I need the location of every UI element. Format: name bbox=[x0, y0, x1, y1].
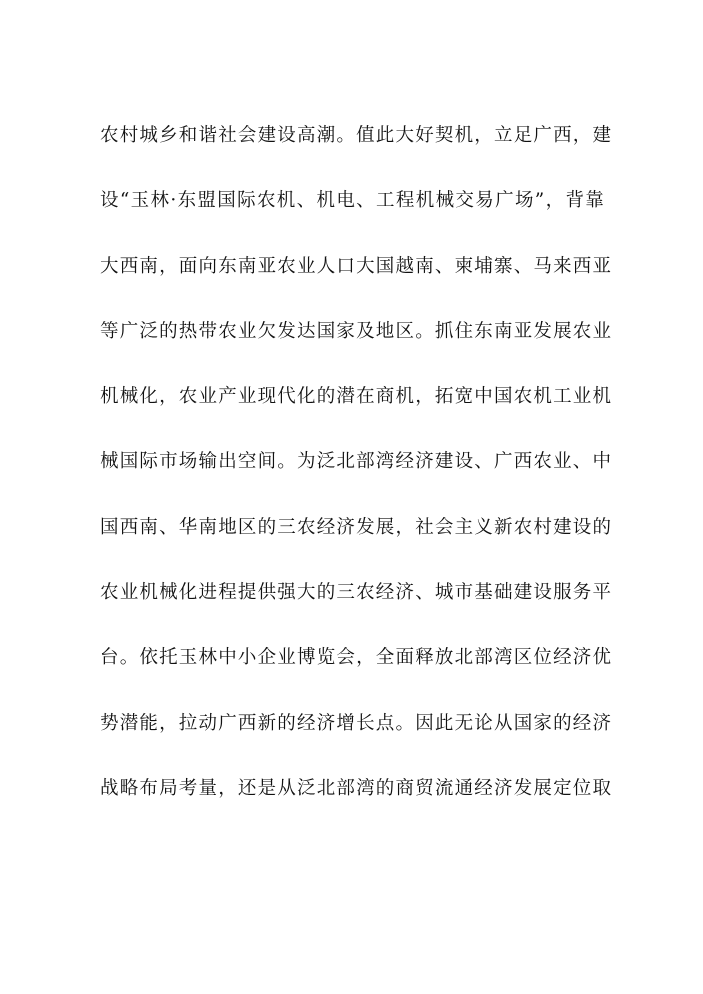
text-line-11: 战略布局考量，还是从泛北部湾的商贸流通经济发展定位取 bbox=[100, 777, 613, 799]
text-line-3: 大西南，面向东南亚农业人口大国越南、柬埔寨、马来西亚 bbox=[100, 255, 613, 277]
text-line-2: 设“玉林·东盟国际农机、机电、工程机械交易广场”，背靠 bbox=[100, 190, 605, 212]
text-line-7: 国西南、华南地区的三农经济发展，社会主义新农村建设的 bbox=[100, 516, 613, 538]
text-line-1: 农村城乡和谐社会建设高潮。值此大好契机，立足广西，建 bbox=[100, 125, 613, 146]
text-line-4: 等广泛的热带农业欠发达国家及地区。抓住东南亚发展农业 bbox=[100, 320, 613, 342]
text-line-9: 台。依托玉林中小企业博览会，全面释放北部湾区位经济优 bbox=[100, 647, 613, 669]
text-line-5: 机械化，农业产业现代化的潜在商机，拓宽中国农机工业机 bbox=[100, 386, 613, 408]
text-line-6: 械国际市场输出空间。为泛北部湾经济建设、广西农业、中 bbox=[100, 451, 613, 473]
text-line-10: 势潜能，拉动广西新的经济增长点。因此无论从国家的经济 bbox=[100, 712, 613, 734]
text-line-8: 农业机械化进程提供强大的三农经济、城市基础建设服务平 bbox=[100, 582, 613, 604]
body-text bbox=[100, 118, 613, 836]
